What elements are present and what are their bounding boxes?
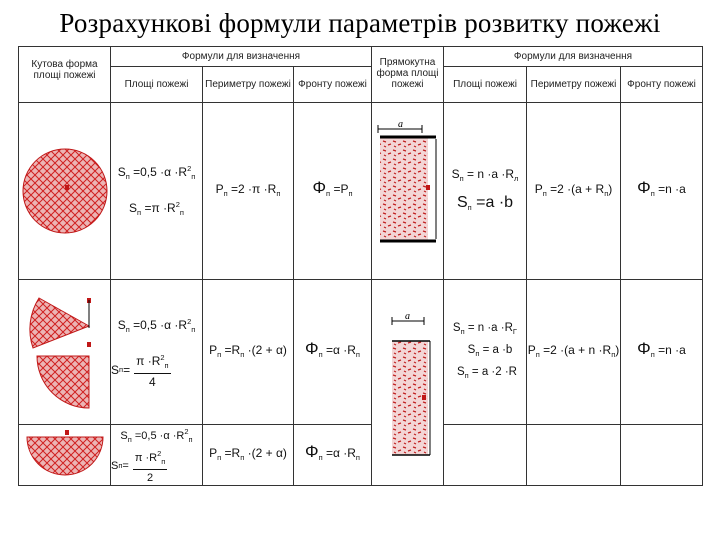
empty-cell-2 <box>527 425 621 486</box>
sector-shapes-cell <box>19 280 111 425</box>
area-formula-4: S п = $\frac{\pi \cdot R^2_п}{4}$ <box>111 353 169 389</box>
area-formulas-cell-2 <box>111 280 203 425</box>
area-formula-right-4: $S_п = a \cdot b$ <box>467 344 513 358</box>
area-formula-right-3: $S_п = n \cdot a \cdot R_\Gamma$ <box>452 322 518 336</box>
area-formulas-right-cell-2 <box>444 280 527 425</box>
area-formula-5: $S_п =0,5 \cdot\alpha \cdot R^2_п$ <box>120 427 193 444</box>
header-perimeter: Периметру пожежі <box>203 67 294 103</box>
header-area: Площі пожежі <box>111 67 203 103</box>
page-title: Розрахункові формули параметрів розвитку пожежі <box>59 8 661 38</box>
header-front-right: Фронту пожежі <box>621 67 703 103</box>
area-formula-right-5: $S_п = a \cdot 2 \cdot R$ <box>457 366 517 380</box>
header-formulas-right: Формули для визначення <box>444 47 703 67</box>
header-front: Фронту пожежі <box>294 67 372 103</box>
front-formula-cell-3: $\Phi_п =\alpha \cdot R_п$ <box>294 425 372 486</box>
header-area-right: Площі пожежі <box>444 67 527 103</box>
perimeter-formula-cell-3: $P_п =R_п \cdot(2 + \alpha)$ <box>203 425 294 486</box>
front-formula-right-cell-2: $\Phi_п =n \cdot a$ <box>621 280 703 425</box>
empty-cell-1 <box>444 425 527 486</box>
perimeter-formula-right-cell: $P_п =2 \cdot(a + R_п)$ <box>527 103 621 280</box>
front-formula-cell: $\Phi_п =P_п$ <box>294 103 372 280</box>
formula-table <box>18 46 703 486</box>
rect-shape-cell <box>372 103 444 280</box>
area-formula-3: $S_п =0,5 \cdot\alpha \cdot R^2_п$ <box>117 317 196 334</box>
area-formulas-cell-3 <box>111 425 203 486</box>
area-formula-1: $S_п =0,5 \cdot\alpha \cdot R^2_п$ <box>117 164 196 181</box>
header-formulas-left: Формули для визначення <box>111 47 372 67</box>
rect-width-label-2: a <box>405 310 410 322</box>
perimeter-formula-cell-2: $P_п =R_п \cdot(2 + \alpha)$ <box>203 280 294 425</box>
empty-cell-3 <box>621 425 703 486</box>
area-formulas-cell <box>111 103 203 280</box>
header-rect-shape: Прямокутна форма площі пожежі <box>372 47 444 103</box>
rect-fire-diagram-2 <box>372 283 443 483</box>
circle-fire-diagram <box>19 103 110 279</box>
rect-shape-cell-2 <box>372 280 444 486</box>
rect-fire-diagram <box>372 103 443 279</box>
circle-shape-cell <box>19 103 111 280</box>
sector-fire-diagrams <box>19 280 110 424</box>
front-formula-cell-2: $\Phi_п =\alpha \cdot R_п$ <box>294 280 372 425</box>
header-perimeter-right: Периметру пожежі <box>527 67 621 103</box>
front-formula-right-cell: $\Phi_п =n \cdot a$ <box>621 103 703 280</box>
rect-width-label: a <box>398 119 403 130</box>
area-formula-6: S п = $\frac{\pi \cdot R^2_п}{2}$ <box>111 449 166 484</box>
area-formula-right-2: Sп =a ·b <box>456 194 514 212</box>
area-formula-right-1: $S_п = n \cdot a \cdot R_л$ <box>451 167 519 183</box>
area-formulas-right-cell <box>444 103 527 280</box>
area-formula-2: $S_п =\pi \cdot R^2_п$ <box>129 200 184 217</box>
semicircle-shape-cell <box>19 425 111 486</box>
header-angular-shape: Кутова форма площі пожежі <box>19 47 111 103</box>
semicircle-fire-diagram <box>19 427 110 483</box>
perimeter-formula-right-cell-2: $P_п =2 \cdot(a + n \cdot R_п)$ <box>527 280 621 425</box>
perimeter-formula-cell: $P_п =2 \cdot\pi \cdot R_п$ <box>203 103 294 280</box>
